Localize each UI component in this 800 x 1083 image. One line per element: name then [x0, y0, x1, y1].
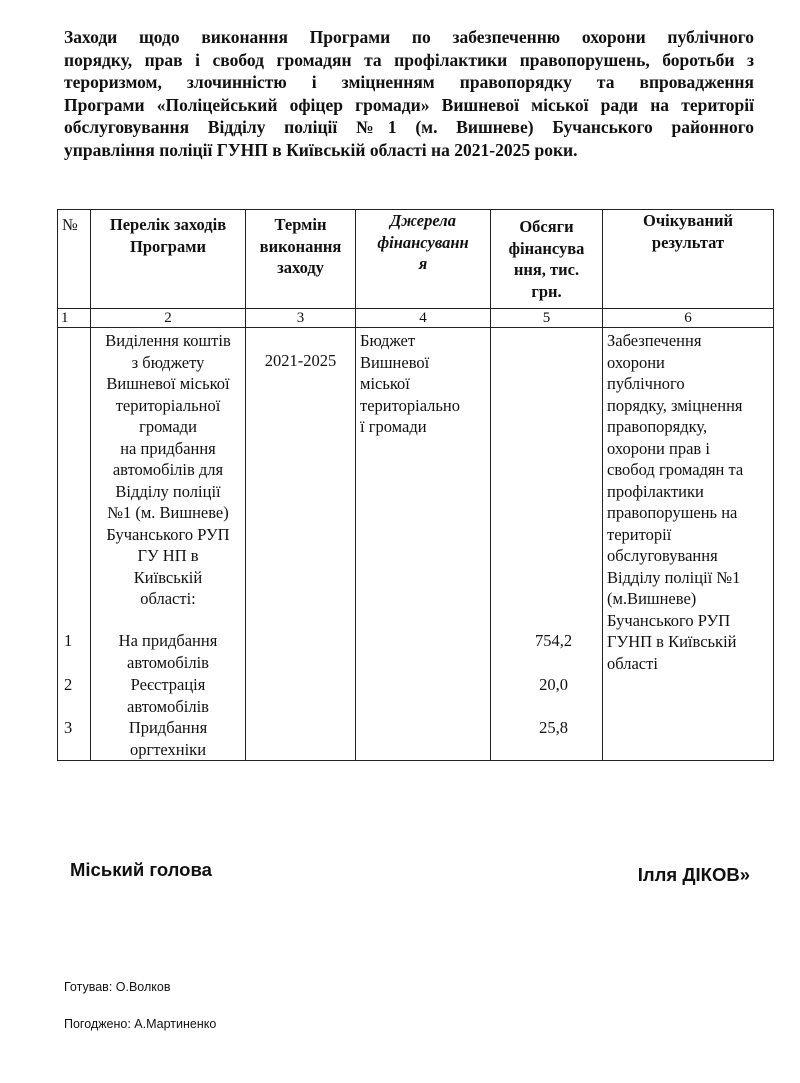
result-text: Забезпечення охорони публічного порядку, зміцнення правопорядку, охорони прав і свобод громадян та профілактики правопорушень на території обслуговування Відділу поліції №1 (м.Вишневе) Бучанського РУП ГУНП в Київській області: [607, 331, 744, 673]
title-line: порядку, прав і свобод громадян та профілактики правопорушень, боротьби з: [64, 49, 754, 70]
header-measures: Перелік заходів Програми: [91, 210, 246, 309]
agreed-by: Погоджено: А.Мартиненко: [64, 1017, 217, 1031]
title-line: тероризмом, злочинністю і зміцненням правопорядку та впровадження: [64, 72, 754, 92]
col-number: 4: [356, 309, 491, 328]
cell-amount: [491, 328, 603, 761]
col-number: 3: [246, 309, 356, 328]
prepared-by: Готував: О.Волков: [64, 980, 171, 994]
document-title: [64, 26, 754, 161]
item-label: Реєстрація автомобілів: [127, 675, 209, 716]
item-number: 2: [64, 675, 73, 694]
amount-value: 754,2: [534, 631, 573, 650]
description-text: Виділення коштів з бюджету Вишневої міської територіальної громади на придбання автомобілів для Відділу поліції №1 (м. Вишневе) Бучанського РУП ГУ НП в Київській області:: [105, 331, 231, 608]
measures-table: [57, 209, 774, 761]
item-number: 3: [64, 718, 73, 737]
item-label: На придбання автомобілів: [118, 631, 218, 672]
signature-position: Міський голова: [70, 859, 212, 880]
cell-description: [91, 328, 246, 761]
cell-source: [356, 328, 491, 761]
cell-result: [603, 328, 774, 761]
cell-no: [58, 328, 91, 761]
source-text: Бюджет Вишневої міської територіально ї громади: [360, 331, 460, 436]
title-line: обслуговування Відділу поліції №1 (м. Вишневе) Бучанського районного: [64, 117, 754, 137]
amount-value: 25,8: [539, 718, 568, 737]
header-volume: Обсяги фінансува ння, тис. грн.: [491, 210, 603, 309]
cell-term: 2021-2025: [246, 328, 356, 761]
item-number: 1: [64, 631, 73, 650]
header-sources: Джерела фінансуванн я: [356, 210, 491, 309]
header-result: Очікуваний результат: [603, 210, 774, 309]
item-label: Придбання оргтехніки: [128, 718, 208, 759]
signature-name: Ілля ДІКОВ»: [637, 864, 750, 885]
title-line: Програми «Поліцейський офіцер громади» Вишневої міської ради на території: [64, 94, 754, 115]
title-line: Заходи щодо виконання Програми по забезпеченню охорони публічного: [64, 27, 754, 47]
col-number: 1: [58, 309, 91, 328]
col-number: 6: [603, 309, 774, 328]
table-header-row: [58, 210, 774, 309]
col-number: 5: [491, 309, 603, 328]
title-line: управління поліції ГУНП в Київській області на 2021-2025 роки.: [64, 139, 578, 160]
amount-value: 20,0: [539, 675, 568, 694]
header-term: Термін виконання заходу: [246, 210, 356, 309]
column-number-row: [58, 309, 774, 328]
col-number: 2: [91, 309, 246, 328]
header-no: №: [58, 210, 91, 309]
table-row: [58, 328, 774, 761]
